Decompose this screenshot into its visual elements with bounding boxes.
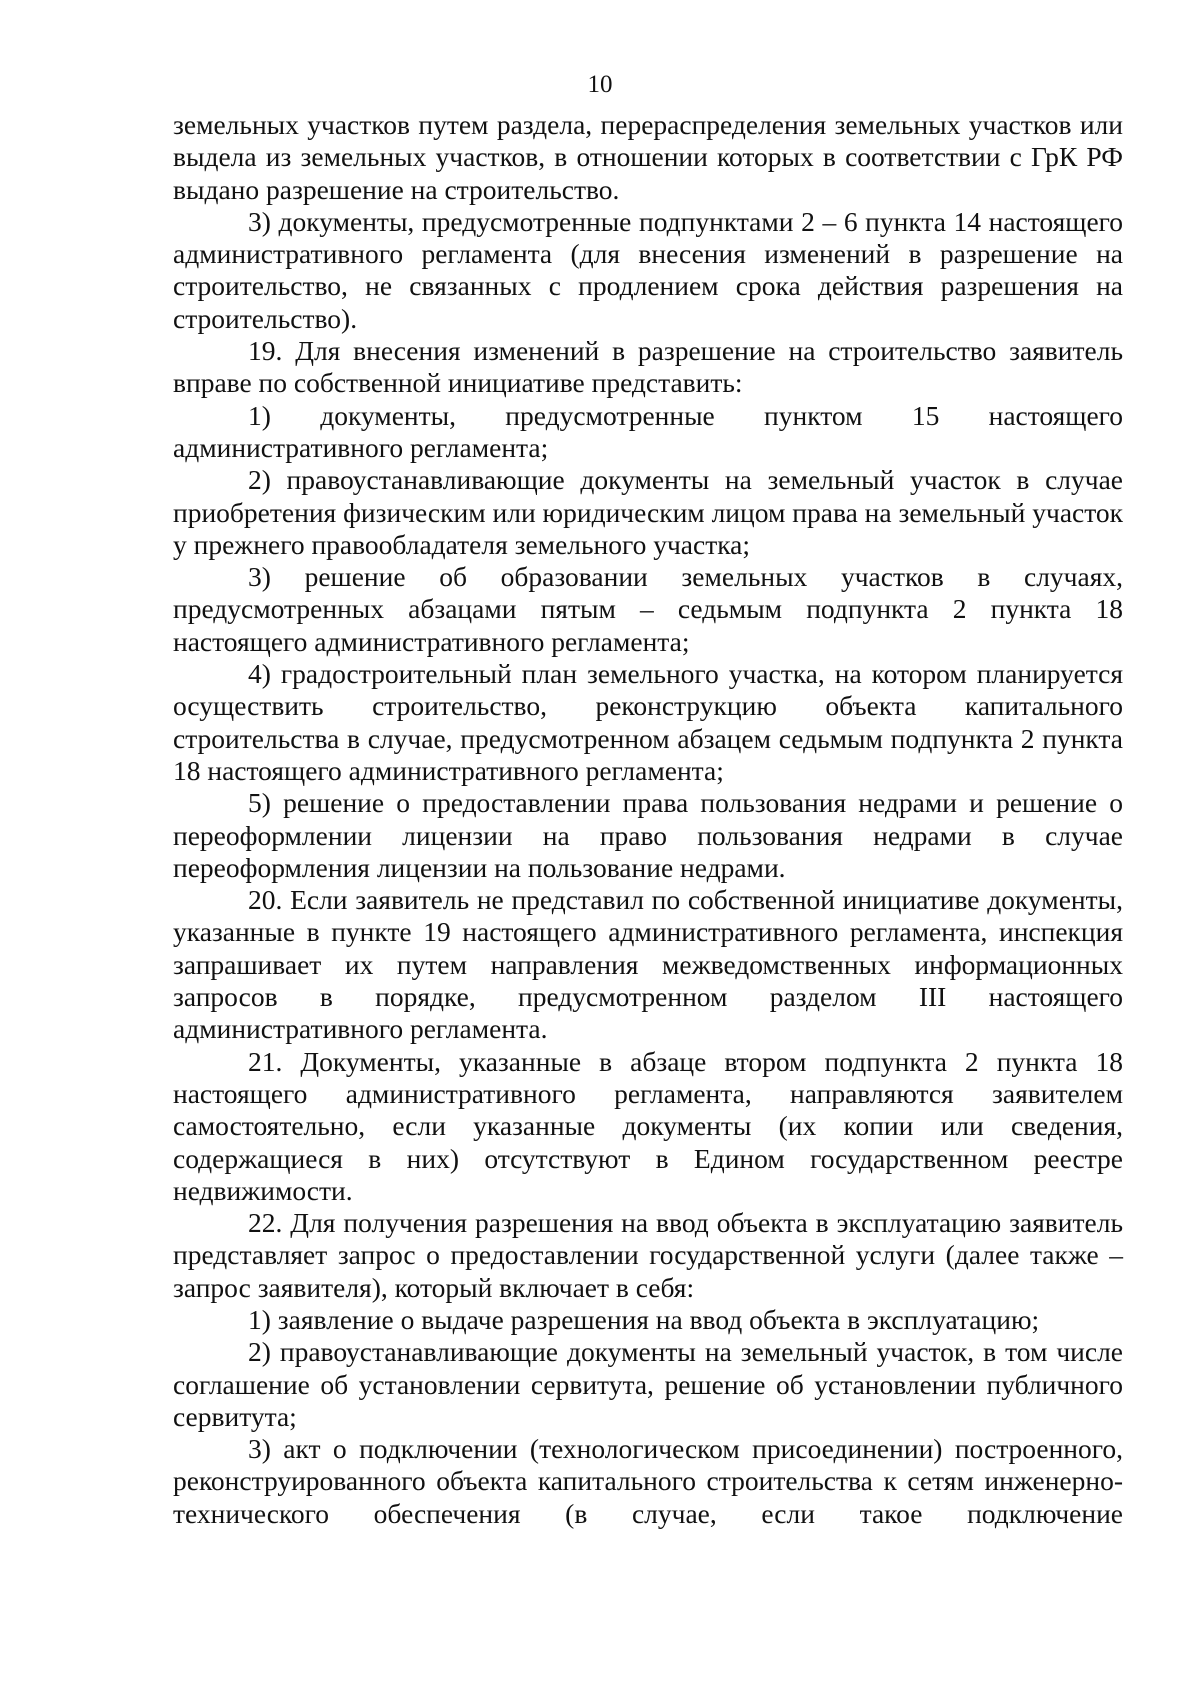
paragraph: 21. Документы, указанные в абзаце втором подпункта 2 пункта 18 настоящего административного регламента, направляются заявителем самостоятельно, если указанные документы (их копии или сведения, содержащиеся в них) отсутствуют в Едином государственном реестре недвижимости. <box>173 1045 1123 1206</box>
paragraph: 19. Для внесения изменений в разрешение на строительство заявитель вправе по собственной инициативе представить: <box>173 335 1123 399</box>
paragraph: 3) акт о подключении (технологическом присоединении) построенного, реконструированного объекта капитального строительства к сетям инженерно-технического обеспечения (в случае, если такое подключение <box>173 1433 1123 1529</box>
paragraph: 3) документы, предусмотренные подпунктами 2 – 6 пункта 14 настоящего административного регламента (для внесения изменений в разрешение на строительство, не связанных с продлением срока действия разрешения на строительство). <box>173 205 1123 334</box>
paragraph: 1) заявление о выдаче разрешения на ввод объекта в эксплуатацию; <box>248 1303 1040 1335</box>
paragraph: 5) решение о предоставлении права пользования недрами и решение о переоформлении лицензии на право пользования недрами в случае переоформления лицензии на пользование недрами. <box>173 787 1123 883</box>
paragraph: 20. Если заявитель не представил по собственной инициативе документы, указанные в пункте 19 настоящего административного регламента, инспекция запрашивает их путем направления межведомственных информационных запросов в порядке, предусмотренном разделом III настоящего административного регламента. <box>173 884 1123 1045</box>
paragraph: 3) решение об образовании земельных участков в случаях, предусмотренных абзацами пятым – седьмым подпункта 2 пункта 18 настоящего административного регламента; <box>173 561 1123 657</box>
paragraph: 22. Для получения разрешения на ввод объекта в эксплуатацию заявитель представляет запрос о предоставлении государственной услуги (далее также – запрос заявителя), который включает в себя: <box>173 1207 1123 1303</box>
paragraph: 4) градостроительный план земельного участка, на котором планируется осуществить строительство, реконструкцию объекта капитального строительства в случае, предусмотренном абзацем седьмым подпункта 2 пункта 18 настоящего административного регламента; <box>173 658 1123 786</box>
paragraph: 2) правоустанавливающие документы на земельный участок в случае приобретения физическим или юридическим лицом права на земельный участок у прежнего правообладателя земельного участка; <box>173 464 1123 560</box>
document-body <box>173 109 1123 1530</box>
paragraph: земельных участков путем раздела, перераспределения земельных участков или выдела из земельных участков, в отношении которых в соответствии с ГрК РФ выдано разрешение на строительство. <box>173 109 1123 205</box>
page-number: 10 <box>587 71 613 98</box>
paragraph: 1) документы, предусмотренные пунктом 15 настоящего административного регламента; <box>173 399 1123 463</box>
paragraph: 2) правоустанавливающие документы на земельный участок, в том числе соглашение об установлении сервитута, решение об установлении публичного сервитута; <box>173 1336 1123 1432</box>
